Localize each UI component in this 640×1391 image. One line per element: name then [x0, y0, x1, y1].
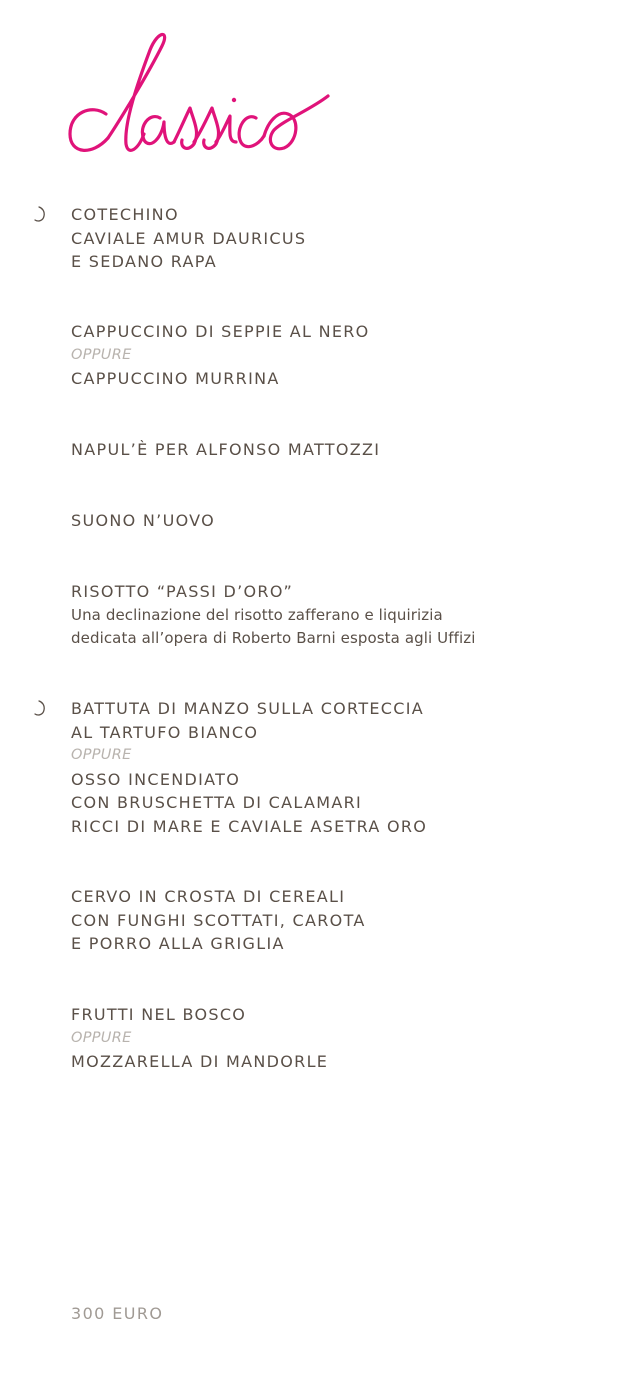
- course-line: E PORRO ALLA GRIGLIA: [71, 934, 285, 953]
- course-line: BATTUTA DI MANZO SULLA CORTECCIA: [71, 699, 425, 718]
- course-line: CAPPUCCINO MURRINA: [71, 369, 280, 388]
- course-line: CON BRUSCHETTA DI CALAMARI: [71, 793, 363, 812]
- course-line: RISOTTO “PASSI D’ORO”: [71, 582, 294, 601]
- oppure-label: OPPURE: [71, 747, 132, 763]
- course-line: SUONO N’UOVO: [71, 511, 216, 530]
- course-line: E SEDANO RAPA: [71, 252, 217, 271]
- course-line: CON FUNGHI SCOTTATI, CAROTA: [71, 910, 366, 930]
- course-line: CAPPUCCINO DI SEPPIE AL NERO: [71, 322, 370, 341]
- course-7: [71, 885, 611, 956]
- course-8: [71, 1003, 611, 1074]
- course-line: COTECHINO: [71, 205, 179, 224]
- course-line: CAVIALE AMUR DAURICUS: [71, 228, 307, 248]
- course-line: AL TARTUFO BIANCO: [71, 722, 259, 742]
- course-line: RICCI DI MARE E CAVIALE ASETRA ORO: [71, 816, 428, 836]
- course-1: [71, 203, 611, 274]
- course-description: dedicata all’opera di Roberto Barni esposta agli Uffizi: [71, 629, 476, 647]
- course-6: [71, 697, 611, 838]
- course-2: [71, 320, 611, 391]
- course-line: CERVO IN CROSTA DI CEREALI: [71, 887, 346, 906]
- course-3: [71, 438, 611, 462]
- pairing-marker-icon: [33, 205, 49, 223]
- oppure-label: OPPURE: [71, 346, 132, 363]
- title-logo: [62, 30, 342, 165]
- course-line: OSSO INCENDIATO: [71, 769, 241, 789]
- course-line: FRUTTI NEL BOSCO: [71, 1005, 247, 1024]
- course-line: NAPUL’È PER ALFONSO MATTOZZI: [71, 440, 381, 459]
- course-4: [71, 509, 611, 533]
- price: 300 EURO: [71, 1304, 164, 1323]
- course-5: [71, 580, 611, 651]
- course-description: Una declinazione del risotto zafferano e liquirizia: [71, 605, 443, 624]
- course-line: MOZZARELLA DI MANDORLE: [71, 1052, 329, 1071]
- pairing-marker-icon: [33, 699, 49, 717]
- oppure-label: OPPURE: [71, 1029, 132, 1046]
